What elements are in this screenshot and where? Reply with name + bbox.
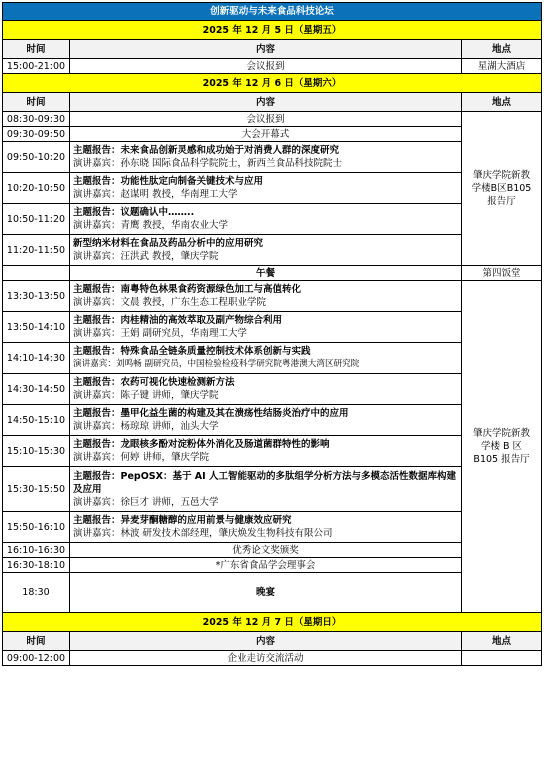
time-cell: 13:30-13:50 — [3, 281, 70, 312]
content-cell: 企业走访交流活动 — [70, 651, 462, 666]
talk-cell — [70, 436, 462, 467]
time-cell — [3, 266, 70, 281]
venue-line: 学楼 B 区 — [480, 441, 523, 452]
forum-title: 创新驱动与未来食品科技论坛 — [3, 3, 542, 21]
talk-speaker: 演讲嘉宾：孙东晓 国际食品科学院院士，新西兰食品科技院院士 — [73, 158, 343, 169]
talk-topic: 主题报告：未来食品创新灵感和成功始于对消费人群的深度研究 — [73, 145, 340, 156]
schedule-row — [3, 558, 542, 573]
column-header-row — [3, 93, 542, 112]
forum-title-row — [3, 3, 542, 21]
talk-row — [3, 204, 542, 235]
talk-topic: 主题报告：南粤特色林果食药资源绿色加工与高值转化 — [73, 284, 302, 295]
talk-topic: 主题报告：特殊食品全链条质量控制技术体系创新与实践 — [73, 346, 311, 357]
venue-line: 肇庆学院新教 — [473, 170, 531, 181]
time-cell: 15:50-16:10 — [3, 512, 70, 543]
talk-speaker: 演讲嘉宾：赵谋明 教授，华南理工大学 — [73, 189, 238, 200]
talk-row — [3, 173, 542, 204]
talk-cell — [70, 235, 462, 266]
venue-line: 报告厅 — [487, 196, 516, 207]
talk-cell — [70, 142, 462, 173]
venue-line: B105 报告厅 — [473, 454, 530, 465]
time-cell: 14:50-15:10 — [3, 405, 70, 436]
date-row — [3, 613, 542, 632]
talk-cell — [70, 405, 462, 436]
date-row — [3, 74, 542, 93]
talk-cell — [70, 343, 462, 374]
talk-speaker: 演讲嘉宾：徐巨才 讲师，五邑大学 — [73, 496, 219, 508]
date-heading: 2025 年 12 月 5 日（星期五） — [3, 21, 542, 40]
talk-speaker: 演讲嘉宾：青鹰 教授，华南农业大学 — [73, 220, 229, 231]
venue-header: 地点 — [462, 93, 542, 112]
time-cell: 15:00-21:00 — [3, 59, 70, 74]
talk-topic: 新型纳米材料在食品及药品分析中的应用研究 — [73, 238, 264, 249]
talk-speaker: 演讲嘉宾：王娟 副研究员，华南理工大学 — [73, 328, 248, 339]
venue-cell: 第四饭堂 — [462, 266, 542, 281]
time-cell: 14:30-14:50 — [3, 374, 70, 405]
talk-speaker: 演讲嘉宾：林波 研发技术部经理，肇庆焕发生物科技有限公司 — [73, 528, 333, 539]
venue-line: 肇庆学院新教 — [473, 428, 531, 439]
column-header-row — [3, 40, 542, 59]
time-cell: 15:30-15:50 — [3, 467, 70, 512]
talk-speaker: 演讲嘉宾：陈子键 讲师，肇庆学院 — [73, 390, 219, 401]
time-header: 时间 — [3, 40, 70, 59]
talk-topic: 主题报告：异麦芽酮糖醇的应用前景与健康效应研究 — [73, 515, 292, 526]
talk-cell — [70, 281, 462, 312]
talk-speaker: 演讲嘉宾：刘鸣畅 副研究员，中国检验检疫科学研究院粤港澳大湾区研究院 — [73, 359, 360, 369]
talk-cell — [70, 374, 462, 405]
time-cell: 18:30 — [3, 573, 70, 613]
talk-row — [3, 312, 542, 343]
content-header: 内容 — [70, 93, 462, 112]
talk-topic: 主题报告：功能性肽定向制备关键技术与应用 — [73, 176, 264, 187]
content-cell: *广东省食品学会理事会 — [70, 558, 462, 573]
content-cell: 大会开幕式 — [70, 127, 462, 142]
time-header: 时间 — [3, 93, 70, 112]
time-cell: 16:10-16:30 — [3, 543, 70, 558]
talk-row — [3, 343, 542, 374]
column-header-row — [3, 632, 542, 651]
content-cell: 会议报到 — [70, 59, 462, 74]
venue-header: 地点 — [462, 40, 542, 59]
schedule-row — [3, 543, 542, 558]
date-row — [3, 21, 542, 40]
time-cell: 09:00-12:00 — [3, 651, 70, 666]
venue-cell: 星湖大酒店 — [462, 59, 542, 74]
time-header: 时间 — [3, 632, 70, 651]
schedule-row — [3, 127, 542, 142]
lunch-row — [3, 266, 542, 281]
talk-row — [3, 374, 542, 405]
talk-topic: 主题报告：龙眼核多酚对淀粉体外消化及肠道菌群特性的影响 — [73, 439, 330, 450]
talk-cell — [70, 173, 462, 204]
venue-header: 地点 — [462, 632, 542, 651]
time-cell: 10:20-10:50 — [3, 173, 70, 204]
talk-topic: 主题报告：农药可视化快速检测新方法 — [73, 377, 235, 388]
talk-row — [3, 235, 542, 266]
talk-speaker: 演讲嘉宾：汪洪武 教授，肇庆学院 — [73, 251, 219, 262]
time-cell: 16:30-18:10 — [3, 558, 70, 573]
time-cell: 08:30-09:30 — [3, 112, 70, 127]
talk-topic: 主题报告：议题确认中…….. — [73, 207, 195, 218]
venue-line: 学楼B区B105 — [471, 183, 532, 194]
time-cell: 11:20-11:50 — [3, 235, 70, 266]
content-cell: 晚宴 — [70, 573, 462, 613]
talk-topic: 主题报告：PepOSX：基于 AI 人工智能驱动的多肽组学分析方法与多模态活性数据库构建及应用 — [73, 470, 456, 495]
talk-row — [3, 512, 542, 543]
talk-cell — [70, 312, 462, 343]
talk-topic: 主题报告：墨甲化益生菌的构建及其在溃疡性结肠炎治疗中的应用 — [73, 408, 349, 419]
talk-cell — [70, 204, 462, 235]
talk-speaker: 演讲嘉宾：杨琼琼 讲师，汕头大学 — [73, 421, 219, 432]
talk-topic: 主题报告：肉桂精油的高效萃取及副产物综合利用 — [73, 315, 283, 326]
content-cell: 优秀论文奖颁奖 — [70, 543, 462, 558]
dinner-row — [3, 573, 542, 613]
content-cell: 会议报到 — [70, 112, 462, 127]
content-header: 内容 — [70, 40, 462, 59]
time-cell: 15:10-15:30 — [3, 436, 70, 467]
date-heading: 2025 年 12 月 7 日（星期日） — [3, 613, 542, 632]
talk-row — [3, 436, 542, 467]
talk-cell — [70, 512, 462, 543]
morning-venue-cell — [462, 112, 542, 266]
talk-speaker: 演讲嘉宾：文晨 教授，广东生态工程职业学院 — [73, 297, 267, 308]
schedule-row — [3, 112, 542, 127]
talk-row — [3, 467, 542, 512]
afternoon-venue-cell — [462, 281, 542, 613]
talk-row — [3, 405, 542, 436]
talk-speaker: 演讲嘉宾：何婷 讲师，肇庆学院 — [73, 452, 210, 463]
content-header: 内容 — [70, 632, 462, 651]
time-cell: 14:10-14:30 — [3, 343, 70, 374]
venue-cell — [462, 651, 542, 666]
time-cell: 13:50-14:10 — [3, 312, 70, 343]
talk-cell — [70, 467, 462, 512]
talk-row — [3, 281, 542, 312]
forum-schedule-table — [2, 2, 542, 666]
date-heading: 2025 年 12 月 6 日（星期六） — [3, 74, 542, 93]
content-cell: 午餐 — [70, 266, 462, 281]
talk-row — [3, 142, 542, 173]
time-cell: 10:50-11:20 — [3, 204, 70, 235]
time-cell: 09:50-10:20 — [3, 142, 70, 173]
schedule-row — [3, 651, 542, 666]
schedule-row — [3, 59, 542, 74]
time-cell: 09:30-09:50 — [3, 127, 70, 142]
